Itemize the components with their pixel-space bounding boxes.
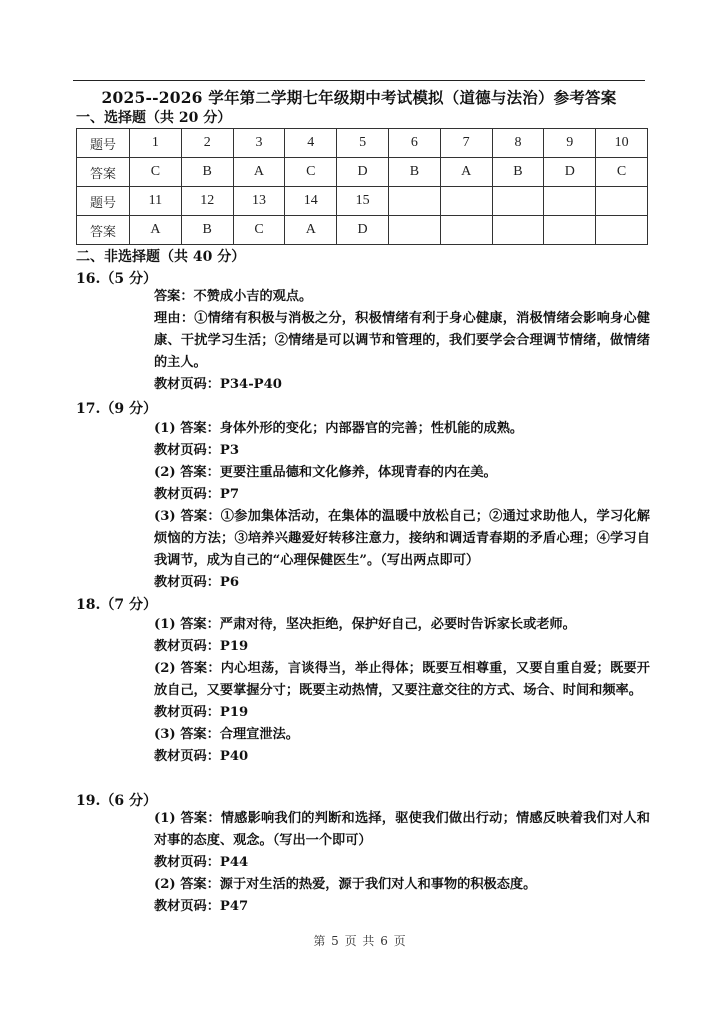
empty-cell [388, 216, 440, 245]
textbook-page-ref: 教材页码：P47 [154, 899, 249, 914]
answer-cell: D [337, 216, 389, 245]
answer-line: (1) 答案：身体外形的变化；内部器官的完善；性机能的成熟。 [154, 421, 524, 436]
answer-cell: D [337, 158, 389, 187]
reason-paragraph: 理由：①情绪有积极与消极之分，积极情绪有利于身心健康，消极情绪会影响身心健康、干扰学习生活；②情绪是可以调节和管理的，我们要学会合理调节情绪，做情绪的主人。 [154, 311, 650, 370]
question-number-cell: 10 [596, 129, 648, 158]
answer-cell: B [388, 158, 440, 187]
answer-paragraph: (3) 答案：①参加集体活动，在集体的温暖中放松自己；②通过求助他人，学习化解烦恼的方法；③培养兴趣爱好转移注意力，接纳和调适青春期的矛盾心理；④学习自我调节，成为自己的“心理保健医生”。（写出两点即可） [154, 509, 650, 568]
page-footer: 第 5 页 共 6 页 [313, 934, 407, 948]
textbook-page-ref: 教材页码：P7 [154, 487, 240, 502]
answer-paragraph: (1) 答案：情感影响我们的判断和选择，驱使我们做出行动；情感反映着我们对人和对事的态度、观念。（写出一个即可） [154, 811, 650, 848]
empty-cell [492, 187, 544, 216]
empty-cell [544, 216, 596, 245]
textbook-page-ref: 教材页码：P6 [154, 575, 240, 590]
answer-line: (3) 答案：合理宣泄法。 [154, 727, 299, 742]
section-2-heading: 二、非选择题（共 40 分） [76, 249, 246, 265]
empty-cell [596, 187, 648, 216]
table-row [77, 216, 648, 245]
row-label-question: 题号 [77, 187, 130, 216]
section-1-heading: 一、选择题（共 20 分） [76, 110, 232, 126]
question-18-heading: 18.（7 分） [76, 597, 157, 613]
answer-cell: A [285, 216, 337, 245]
question-number-cell: 15 [337, 187, 389, 216]
answer-paragraph: (2) 答案：内心坦荡，言谈得当，举止得体；既要互相尊重，又要自重自爱；既要开放自己，又要掌握分寸；既要主动热情，又要注意交往的方式、场合、时间和频率。 [154, 661, 650, 698]
question-17-answer [154, 418, 650, 594]
answer-line: (1) 答案：严肃对待，坚决拒绝，保护好自己，必要时告诉家长或老师。 [154, 617, 576, 632]
row-label-answer: 答案 [77, 158, 130, 187]
title-top-rule [73, 80, 645, 81]
textbook-page-ref: 教材页码：P34-P40 [154, 377, 282, 392]
answer-cell: C [285, 158, 337, 187]
answer-cell: D [544, 158, 596, 187]
table-row [77, 129, 648, 158]
question-17-heading: 17.（9 分） [76, 401, 157, 417]
table-row [77, 158, 648, 187]
answer-cell: A [440, 158, 492, 187]
question-number-cell: 2 [181, 129, 233, 158]
empty-cell [492, 216, 544, 245]
empty-cell [440, 216, 492, 245]
question-19-heading: 19.（6 分） [76, 793, 157, 809]
question-16-answer [154, 286, 650, 396]
question-number-cell: 5 [337, 129, 389, 158]
answer-cell: C [596, 158, 648, 187]
question-number-cell: 9 [544, 129, 596, 158]
multiple-choice-answer-table [76, 128, 648, 245]
question-number-cell: 4 [285, 129, 337, 158]
answer-line: 答案：不赞成小吉的观点。 [154, 289, 313, 304]
answer-cell: C [130, 158, 182, 187]
empty-cell [544, 187, 596, 216]
answer-cell: B [181, 216, 233, 245]
answer-line: (2) 答案：源于对生活的热爱，源于我们对人和事物的积极态度。 [154, 877, 537, 892]
question-number-cell: 1 [130, 129, 182, 158]
answer-cell: A [233, 158, 285, 187]
question-number-cell: 13 [233, 187, 285, 216]
question-number-cell: 7 [440, 129, 492, 158]
question-number-cell: 8 [492, 129, 544, 158]
answer-cell: A [130, 216, 182, 245]
question-number-cell: 11 [130, 187, 182, 216]
textbook-page-ref: 教材页码：P19 [154, 639, 249, 654]
textbook-page-ref: 教材页码：P40 [154, 749, 249, 764]
row-label-answer: 答案 [77, 216, 130, 245]
question-number-cell: 6 [388, 129, 440, 158]
answer-cell: B [492, 158, 544, 187]
page-title: 2025--2026 学年第二学期七年级期中考试模拟（道德与法治）参考答案 [101, 88, 617, 107]
row-label-question: 题号 [77, 129, 130, 158]
answer-line: (2) 答案：更要注重品德和文化修养，体现青春的内在美。 [154, 465, 497, 480]
question-19-answer [154, 808, 650, 918]
question-18-answer [154, 614, 650, 768]
table-row [77, 187, 648, 216]
empty-cell [596, 216, 648, 245]
textbook-page-ref: 教材页码：P3 [154, 443, 240, 458]
empty-cell [388, 187, 440, 216]
question-number-cell: 3 [233, 129, 285, 158]
textbook-page-ref: 教材页码：P44 [154, 855, 249, 870]
answer-cell: B [181, 158, 233, 187]
question-number-cell: 14 [285, 187, 337, 216]
question-number-cell: 12 [181, 187, 233, 216]
answer-cell: C [233, 216, 285, 245]
empty-cell [440, 187, 492, 216]
textbook-page-ref: 教材页码：P19 [154, 705, 249, 720]
question-16-heading: 16.（5 分） [76, 271, 157, 287]
